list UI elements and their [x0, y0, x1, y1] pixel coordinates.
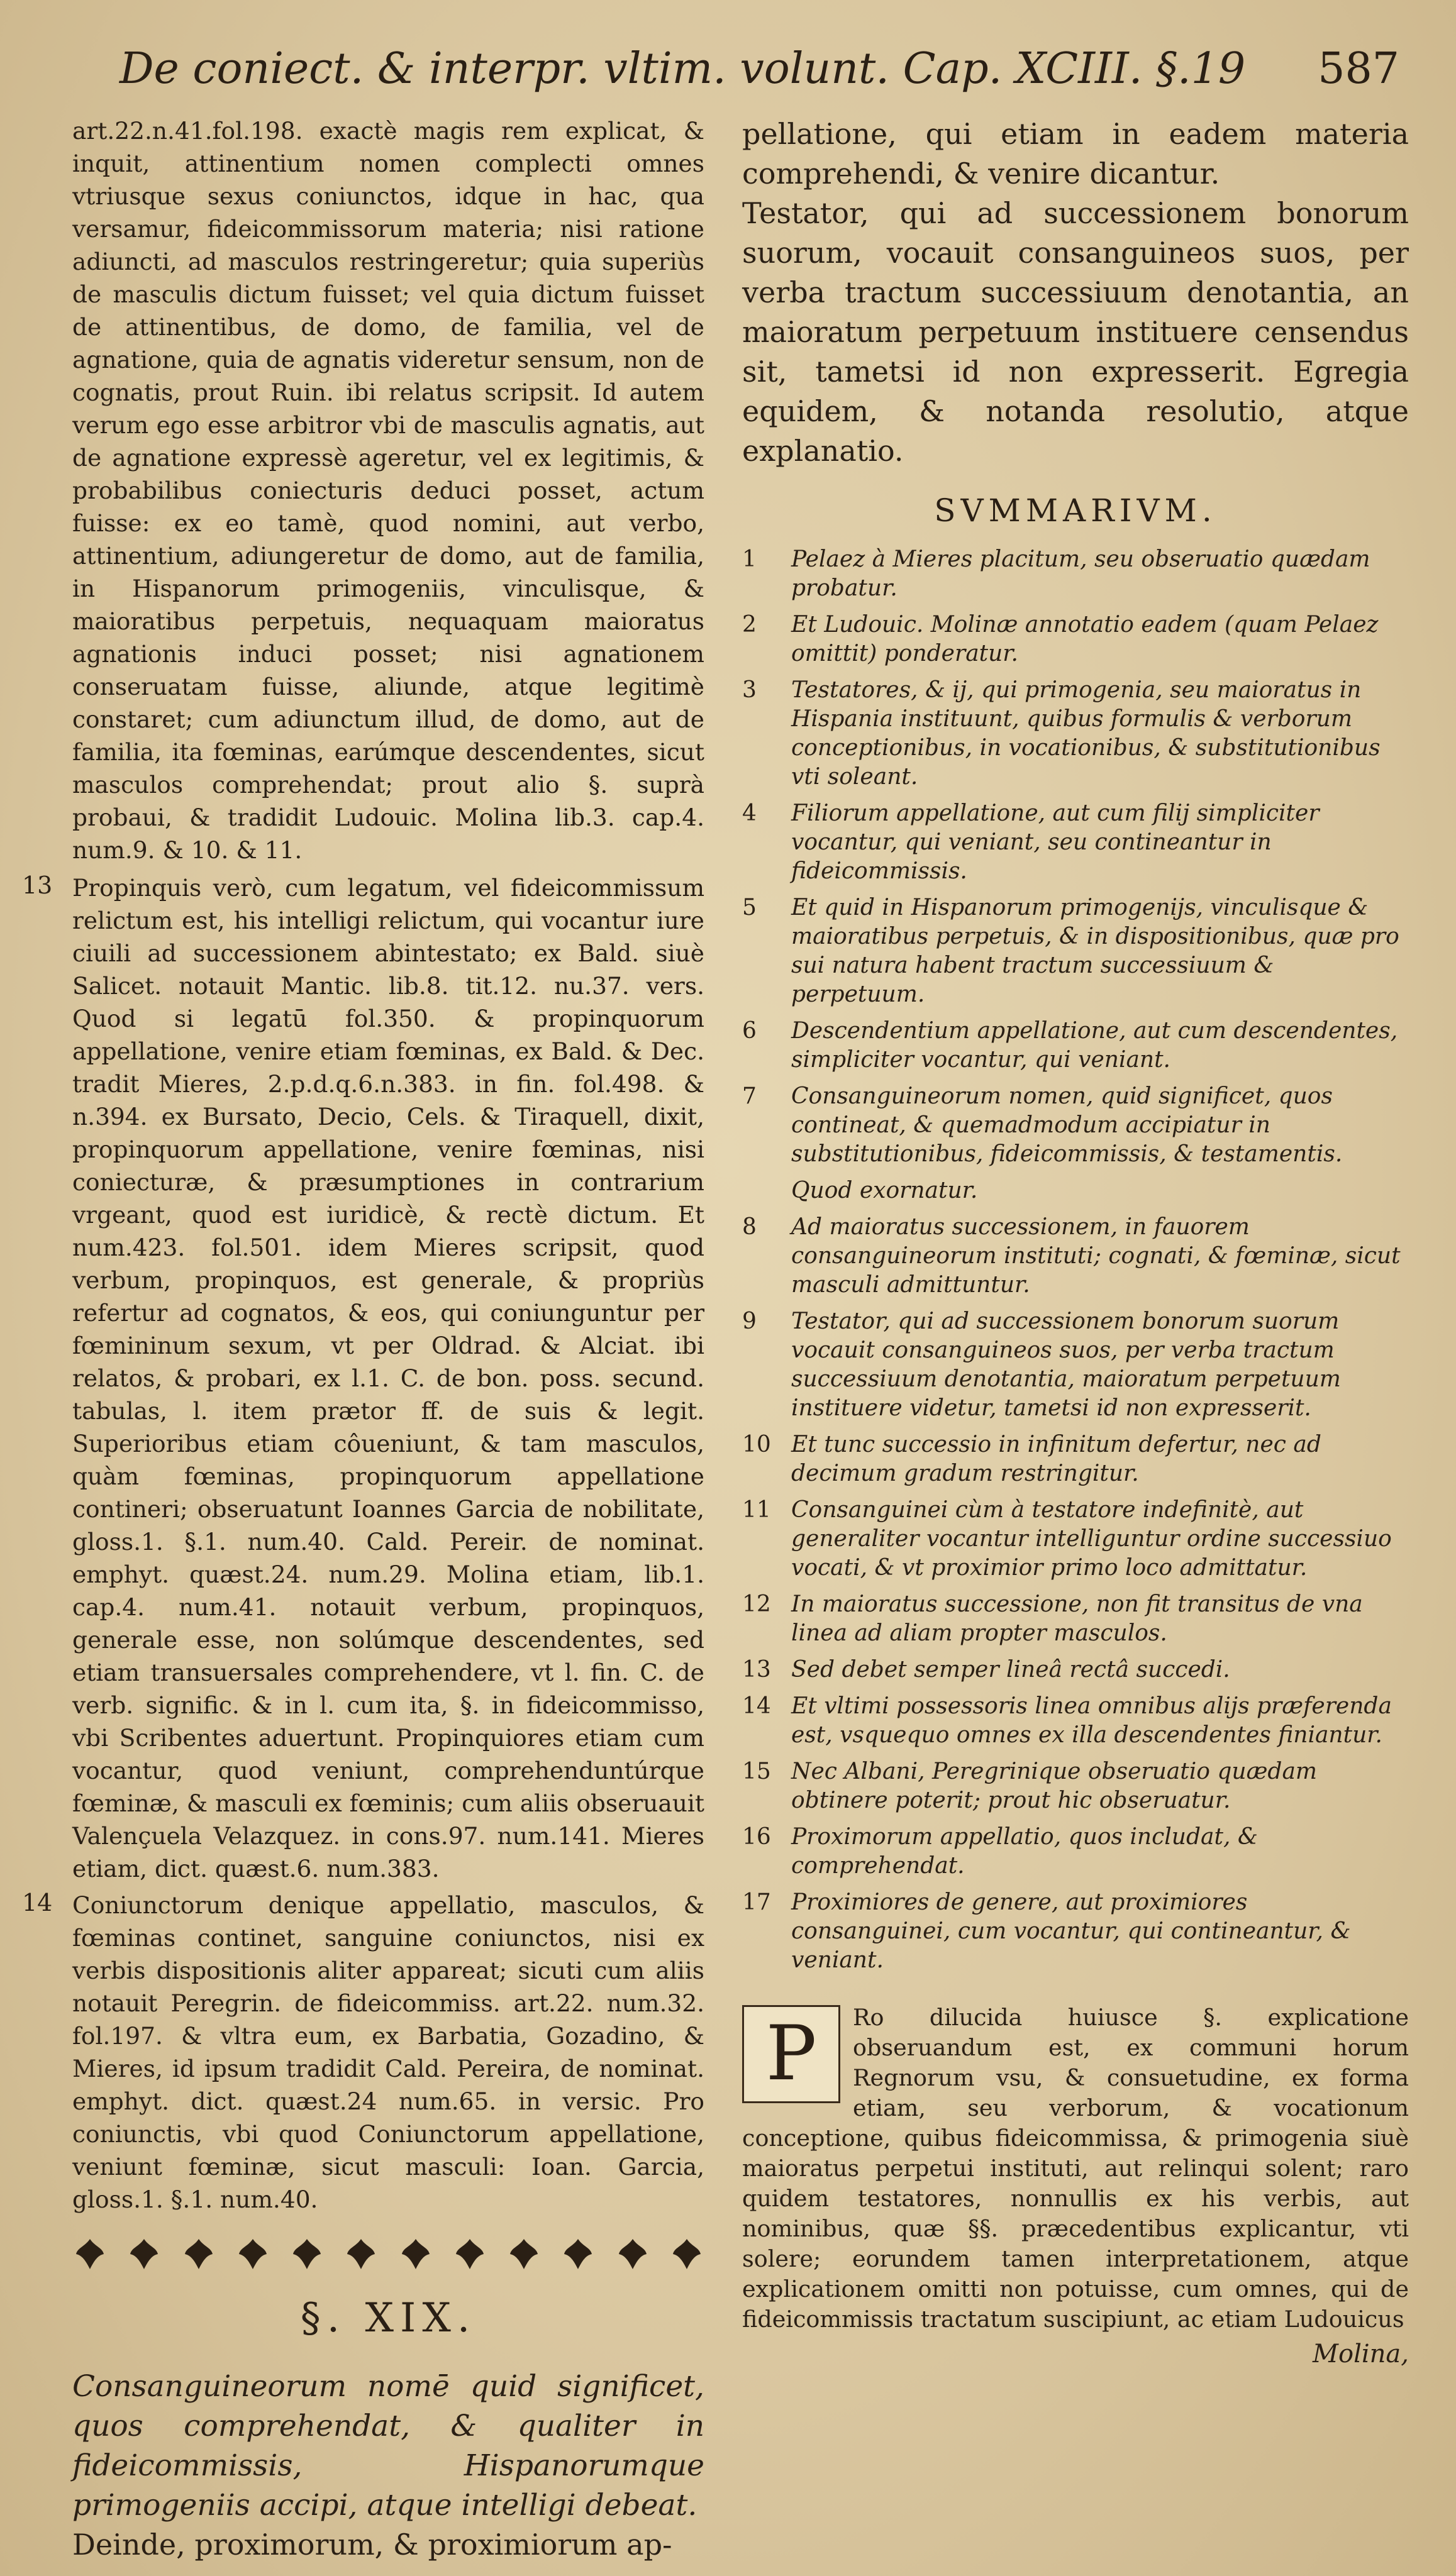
- summary-item-text: Et Ludouic. Molinæ annotatio eadem (quam Pelaez omittit) ponderatur.: [791, 612, 1379, 666]
- summary-item: [742, 1590, 1409, 1648]
- summary-item-number: 8: [742, 1214, 757, 1240]
- fleuron-icon: [235, 2236, 270, 2272]
- summary-item-text: Consanguineorum nomen, quid significet, quos contineat, & quemadmodum accipiatur in substitutionibus, fideicommissis, & testamentis.: [791, 1083, 1343, 1167]
- summary-item-number: 17: [742, 1889, 771, 1915]
- summary-item: [742, 1430, 1409, 1488]
- summary-item: [742, 1496, 1409, 1583]
- summary-item-number: 11: [742, 1497, 771, 1523]
- page-number: 587: [1318, 44, 1399, 94]
- fleuron-icon: [181, 2236, 216, 2272]
- fleuron-icon: [506, 2236, 542, 2272]
- paragraph-14: [22, 1889, 704, 2216]
- summary-item: [742, 611, 1409, 668]
- fleuron-icon: [398, 2236, 433, 2272]
- summary-item: [742, 1213, 1409, 1300]
- section-title: §. XIX.: [300, 2295, 477, 2341]
- summary-item-text: Filiorum appellatione, aut cum filij simpliciter vocantur, qui veniant, seu contineantur in fideicommissis.: [791, 800, 1320, 884]
- left-column: [22, 114, 704, 2562]
- summary-item-number: 10: [742, 1432, 771, 1457]
- intro-paragraph: [742, 2003, 1409, 2335]
- fleuron-icon: [126, 2236, 162, 2272]
- summary-item-number: 5: [742, 895, 757, 920]
- fleuron-icon: [343, 2236, 379, 2272]
- summary-item-number: 13: [742, 1657, 771, 1683]
- summary-item: [742, 893, 1409, 1009]
- summary-item-number: 2: [742, 612, 757, 638]
- summary-item-number: 9: [742, 1308, 757, 1334]
- summary-item: [742, 1692, 1409, 1750]
- summary-item-number: 3: [742, 677, 757, 703]
- rubric-continuation: Deinde, proximorum, & proximiorum ap-: [72, 2528, 672, 2562]
- fleuron-band: [72, 2232, 704, 2276]
- summary-item-text: Pelaez à Mieres placitum, seu obseruatio quædam probatur.: [791, 546, 1370, 601]
- summary-list: [742, 545, 1409, 1975]
- summary-item-number: 6: [742, 1018, 757, 1044]
- fleuron-icon: [452, 2236, 487, 2272]
- running-header: [119, 44, 1399, 113]
- summary-item-number: 16: [742, 1824, 771, 1850]
- summary-item-number: 4: [742, 800, 757, 826]
- running-title: De coniect. & interpr. vltim. volunt. Cap. XCIII. §.19: [119, 44, 1246, 94]
- paragraph-13: [22, 871, 704, 1885]
- left-top-paragraph: art.22.n.41.fol.198. exactè magis rem explicat, & inquit, attinentium nomen complecti omnes vtriusque sexus coniunctos, idque in hac, qua versamur, fideicommissorum materia; nisi ratione adiuncti, ad masculos restringeretur; quia superiùs de masculis dictum fuisset; vel quia dictum fuisset de attinentibus, de domo, de familia, vel de agnatione, quia de agnatis videretur sensum, non de cognatis, prout Ruin. ibi relatus scripsit. Id autem verum ego esse arbitror vbi de masculis agnatis, aut de agnatione expressè ageretur, vel ex legitimis, & probabilibus coniecturis deduci posset, actum fuisse: ex eo tamè, quod nomini, aut verbo, attinentium, adiungeretur de domo, aut de familia, in Hispanorum primogeniis, vinculisque, & maioratibus perpetuis, nequaquam maioratus agnationis induci posset; nisi agnationem conseruatam fuisse, aliunde, atque legitimè constaret; cum adiunctum illud, de domo, aut de familia, ita fœminas, earúmque descendentes, sicut masculos comprehendat; prout alio §. suprà probaui, & tradidit Ludouic. Molina lib.3. cap.4. num.9. & 10. & 11.: [72, 117, 704, 864]
- summary-item-text: Consanguinei cùm à testatore indefinitè, aut generaliter vocantur intelliguntur ordine successiuo vocati, & vt proximior primo loco admittatur.: [791, 1497, 1392, 1581]
- summary-item-number: 15: [742, 1759, 771, 1784]
- fleuron-icon: [560, 2236, 596, 2272]
- right-top-paragraph: pellatione, qui etiam in eadem materia comprehendi, & venire dicantur.: [742, 117, 1409, 191]
- summary-item-text: Nec Albani, Peregrinique obseruatio quædam obtinere poterit; prout hic obseruatur.: [791, 1759, 1318, 1813]
- section-rubric: Consanguineorum nomē quid significet, quos comprehendat, & qualiter in fideicommissis, Hispanorumque primogeniis accipi, atque intelligi debeat.: [72, 2369, 704, 2523]
- summary-item-text: Descendentium appellatione, aut cum descendentes, simpliciter vocantur, qui veniant.: [791, 1018, 1398, 1073]
- summary-item-number: 14: [742, 1693, 771, 1719]
- fleuron-icon: [72, 2236, 108, 2272]
- summary-item-number: 7: [742, 1083, 757, 1109]
- summary-item-text: In maioratus successione, non fit transitus de vna linea ad aliam propter masculos.: [791, 1591, 1363, 1646]
- summary-item: [742, 799, 1409, 886]
- summary-item: [742, 1307, 1409, 1423]
- fleuron-icon: [289, 2236, 325, 2272]
- summary-item-text: Ad maioratus successionem, in fauorem consanguineorum instituti; cognati, & fœminæ, sicut masculi admittuntur.: [791, 1214, 1401, 1298]
- second-rubric: Testator, qui ad successionem bonorum suorum, vocauit consanguineos suos, per verba tractum successiuum denotantia, an maioratum perpetuum instituere censendus sit, tametsi id non expresserit. Egregia equidem, & notanda resolutio, atque explanatio.: [742, 196, 1409, 468]
- summary-item-text: Testatores, & ij, qui primogenia, seu maioratus in Hispania instituunt, quibus formulis & verborum conceptionibus, in vocationibus, & substitutionibus vti soleant.: [791, 677, 1381, 790]
- summary-item: [742, 1823, 1409, 1881]
- summary-item-text: Et quid in Hispanorum primogenijs, vinculisque & maioratibus perpetuis, & in dispositionibus, quæ pro sui natura habent tractum successiuum & perpetuum.: [791, 895, 1399, 1007]
- dropcap-initial: P: [742, 2005, 840, 2103]
- summary-item-number: 1: [742, 546, 757, 572]
- summary-item-text: Quod exornatur.: [791, 1178, 978, 1203]
- fleuron-icon: [615, 2236, 650, 2272]
- summary-item: [742, 1017, 1409, 1075]
- fleuron-icon: [669, 2236, 704, 2272]
- right-column: [742, 114, 1409, 2554]
- summary-item: [742, 1656, 1409, 1684]
- margin-number-13: 13: [22, 871, 53, 899]
- paragraph-13-text: Propinquis verò, cum legatum, vel fideicommissum relictum est, his intelligi relictum, qui vocantur iure ciuili ad successionem abintestato; ex Bald. siuè Salicet. notauit Mantic. lib.8. tit.12. nu.37. vers. Quod si legatū fol.350. & propinquorum appellatione, venire etiam fœminas, ex Bald. & Dec. tradit Mieres, 2.p.d.q.6.n.383. in fin. fol.498. & n.394. ex Bursato, Decio, Cels. & Tiraquell, dixit, propinquorum appellatione, venire fœminas, nisi coniecturæ, & præsumptiones in contrarium vrgeant, quod est iuridicè, & rectè dictum. Et num.423. fol.501. idem Mieres scripsit, quod verbum, propinquos, est generale, & propriùs refertur ad cognatos, & eos, qui coniunguntur per fœmininum sexum, vt per Oldrad. & Alciat. ibi relatos, & probari, ex l.1. C. de bon. poss. secund. tabulas, l. item prætor ff. de suis & legit. Superioribus etiam côueniunt, & tam masculos, quàm fœminas, propinquorum appellatione contineri; obseruatunt Ioannes Garcia de nobilitate, gloss.1. §.1. num.40. Cald. Pereir. de nominat. emphyt. quæst.24. num.29. Molina etiam, lib.1. cap.4. num.41. notauit verbum, propinquos, generale esse, non solúmque descendentes, sed etiam transuersales comprehendere, vt l. fin. C. de verb. signific. & in l. cum ita, §. in fideicommisso, vbi Scribentes aduertunt. Propinquiores etiam cum vocantur, quod veniunt, comprehenduntúrque fœminæ, & masculi ex fœminis; cum aliis obseruauit Valençuela Velazquez. in cons.97. num.141. Mieres etiam, dict. quæst.6. num.383.: [72, 874, 704, 1882]
- summary-item-text: Et tunc successio in infinitum defertur, nec ad decimum gradum restringitur.: [791, 1432, 1321, 1486]
- summary-item: [742, 1888, 1409, 1975]
- summary-item: [742, 1176, 1409, 1205]
- summary-item: [742, 545, 1409, 603]
- summary-item-text: Proximorum appellatio, quos includat, & comprehendat.: [791, 1824, 1258, 1879]
- summary-item-number: 12: [742, 1591, 771, 1617]
- catchword: Molina,: [1313, 2340, 1409, 2369]
- summary-item: [742, 676, 1409, 792]
- summary-item-text: Testator, qui ad successionem bonorum suorum vocauit consanguineos suos, per verba tractum successiuum denotantia, maioratum perpetuum instituere videtur, tametsi id non expresserit.: [791, 1308, 1341, 1421]
- summary-item-text: Sed debet semper lineâ rectâ succedi.: [791, 1657, 1230, 1683]
- summary-item-text: Et vltimi possessoris linea omnibus alijs præferenda est, vsquequo omnes ex illa descendentes finiantur.: [791, 1693, 1392, 1748]
- paragraph-14-text: Coniunctorum denique appellatio, masculos, & fœminas continet, sanguine coniunctos, nisi ex verbis dispositionis aliter appareat; sicuti cum aliis notauit Peregrin. de fideicommiss. art.22. num.32. fol.197. & vltra eum, ex Barbatia, Gozadino, & Mieres, id ipsum tradidit Cald. Pereira, de nominat. emphyt. dict. quæst.24 num.65. in versic. Pro coniunctis, vbi quod Coniunctorum appellatione, veniunt fœminæ, sicut masculi: Ioan. Garcia, gloss.1. §.1. num.40.: [72, 1891, 704, 2213]
- intro-text: Ro dilucida huiusce §. explicatione obseruandum est, ex communi horum Regnorum vsu, & consuetudine, ex forma etiam, seu verborum, & vocationum conceptione, quibus fideicommissa, & primogenia siuè maioratus perpetui instituti, aut relinqui solent; raro quidem testatores, nonnullis ex his verbis, aut nominibus, quæ §§. præcedentibus explicantur, vti solere; eorundem tamen interpretationem, atque explicationem omitti non potuisse, cum omnes, qui de fideicommissis tractatum suscipiunt, ac etiam Ludouicus: [742, 2004, 1409, 2333]
- margin-number-14: 14: [22, 1889, 53, 1916]
- summary-item: [742, 1757, 1409, 1815]
- summary-heading: SVMMARIVM.: [934, 492, 1217, 529]
- summary-item-text: Proximiores de genere, aut proximiores consanguinei, cum vocantur, qui contineantur, & veniant.: [791, 1889, 1351, 1973]
- summary-item: [742, 1082, 1409, 1169]
